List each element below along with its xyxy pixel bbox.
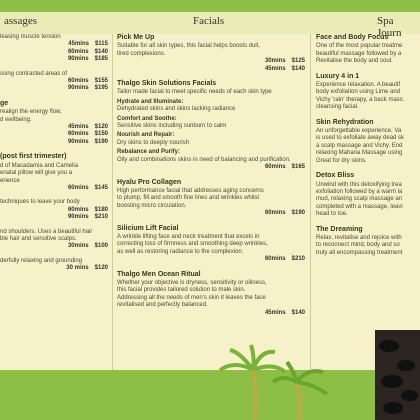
spa-journeys-heading: Spa Journ <box>377 15 402 39</box>
price: $140 <box>291 309 305 316</box>
treatment-item <box>117 179 305 218</box>
duration: 60mins <box>264 164 286 171</box>
treatment-item <box>117 80 305 171</box>
skin-type-description: Dry skins to deeply nourish <box>117 139 190 146</box>
treatment-item <box>316 172 420 218</box>
price: $150 <box>94 131 108 138</box>
price: $180 <box>94 206 108 213</box>
price-row <box>0 41 108 48</box>
treatment-description: Whether your objective is dryness, sensitivity or oiliness, <box>117 279 267 286</box>
price: $140 <box>94 48 108 55</box>
price-row <box>0 185 108 192</box>
duration: 90mins <box>67 85 89 92</box>
treatment-description: head to toe. <box>316 211 348 218</box>
treatment-description: A wrinkle lifting face and neck treatment that excels in <box>117 233 260 240</box>
duration: 90mins <box>67 214 89 221</box>
price-row <box>0 78 108 85</box>
treatment-title: Face and Body Focus <box>316 34 389 41</box>
price-row <box>117 66 305 73</box>
treatment-description: ble hair and sensitive scalps. <box>0 235 77 242</box>
duration: 45mins <box>68 41 89 48</box>
price-row <box>117 164 305 171</box>
treatment-description: derfully relaxing and grounding <box>0 257 83 264</box>
duration: 60mins <box>67 184 89 191</box>
facials-column <box>117 34 305 324</box>
treatment-description: Revitalise the body and soul. <box>316 58 393 65</box>
treatment-item <box>0 199 108 221</box>
treatment-description: erience <box>0 177 20 184</box>
price-row <box>117 58 305 65</box>
price: $165 <box>291 164 305 171</box>
price: $125 <box>291 58 305 65</box>
duration: 60mins <box>67 206 89 213</box>
treatment-description: enatal pillow will give you a <box>0 170 73 177</box>
price: $185 <box>94 56 108 63</box>
skin-type-description: Oily and combinations skins in need of balancing and purification. <box>117 156 291 163</box>
price-row <box>0 214 108 221</box>
price: $210 <box>291 256 305 263</box>
treatment-title: Thalgo Skin Solutions Facials <box>117 80 217 88</box>
treatment-description: this facial provides tailored solution to male skin. <box>117 287 246 294</box>
treatment-item <box>117 271 305 317</box>
treatment-description: to reconnect mind, body and so <box>316 242 400 249</box>
price: $120 <box>94 265 108 272</box>
treatment-title: Skin Rehydration <box>316 118 374 126</box>
duration: 60mins <box>67 48 89 55</box>
price: $145 <box>94 184 108 191</box>
price-row <box>0 243 108 250</box>
treatment-description: Tailor made facial to meet specific needs of each skin type <box>117 89 272 96</box>
massages-heading: assages <box>4 15 37 27</box>
treatment-item <box>0 100 108 146</box>
bottom-color-band <box>0 370 420 420</box>
treatment-description: Addressing all the needs of men's skin it leaves the face <box>117 294 266 301</box>
duration: 30mins <box>264 58 286 65</box>
treatment-item <box>0 229 108 251</box>
palm-trees-illustration <box>215 340 335 420</box>
duration: 90mins <box>67 138 89 145</box>
skin-type-label: Nourish and Repair: <box>117 132 175 139</box>
treatment-description: Suitable for all skin types, this facial helps boosts dull, <box>117 43 260 50</box>
price: $190 <box>291 210 305 217</box>
treatment-description: boosting micro circulation. <box>117 202 187 209</box>
skin-type-description: Dehydrated skins and skins lacking radiance <box>117 106 236 113</box>
price: $155 <box>94 78 108 85</box>
treatment-item <box>316 119 420 165</box>
price: $120 <box>94 124 108 131</box>
treatment-description: Great for dry skins. <box>316 157 367 164</box>
treatment-description: tired complexions. <box>117 50 166 57</box>
treatment-description: body exfoliation using Lime and <box>316 89 401 96</box>
treatment-description: techniques to leave your body <box>0 199 80 206</box>
treatment-item <box>117 225 305 264</box>
treatment-description: leasing muscle tension <box>0 34 61 40</box>
treatment-description: One of the most popular treatme <box>316 43 403 50</box>
treatment-description: High performance facial that addresses aging concerns <box>117 187 264 194</box>
treatment-description: beautiful massage followed by a <box>316 50 402 57</box>
treatment-title: Thalgo Men Ocean Ritual <box>117 270 201 278</box>
hot-stones-photo <box>375 330 420 420</box>
treatment-description: revitalised and perfectly balanced. <box>117 302 208 309</box>
treatment-description: Relax, revitalise and rejoice with <box>316 234 402 241</box>
duration: 60mins <box>67 131 89 138</box>
skin-type-description: Sensitive skins including sunburn to calm <box>117 123 227 130</box>
treatment-description: ssing contracted areas of <box>0 70 68 77</box>
treatment-item <box>0 71 108 93</box>
price: $210 <box>94 214 108 221</box>
treatment-title: Detox Bliss <box>316 172 355 180</box>
treatment-description: nd shoulders. Uses a beautiful hair <box>0 228 93 235</box>
skin-type-label: Rebalance and Purify: <box>117 149 181 156</box>
skin-type-label: Hydrate and Illuminate: <box>117 98 184 105</box>
treatment-description: to plump, fill and smooth fine lines and wrinkles whilst <box>117 195 260 202</box>
treatment-title: Luxury 4 in 1 <box>316 72 360 80</box>
treatment-description: d wellbeing. <box>0 116 32 123</box>
treatment-item <box>316 226 420 258</box>
duration: 45mins <box>67 124 89 131</box>
treatment-description: as well as restoring radiance to the complexion. <box>117 248 244 255</box>
price: $140 <box>291 65 305 72</box>
treatment-item <box>316 73 420 112</box>
price-row <box>117 256 305 263</box>
treatment-item <box>0 153 108 192</box>
column-divider <box>310 34 311 370</box>
treatment-title: Hyalu Pro Collagen <box>117 178 182 186</box>
treatment-description: Experience relaxation. A beautif <box>316 82 401 89</box>
treatment-title: Silicium Lift Facial <box>117 224 179 232</box>
treatment-item <box>0 258 108 273</box>
treatment-description: mud, relaxing scalp massage an <box>316 196 403 203</box>
duration: 90mins <box>67 56 89 63</box>
duration: 30 mins <box>66 265 89 272</box>
facials-heading: Facials <box>193 15 225 27</box>
price: $195 <box>94 85 108 92</box>
price-row <box>0 49 108 56</box>
price: $100 <box>94 243 108 250</box>
price-row <box>0 124 108 131</box>
price-row <box>0 207 108 214</box>
spa-journeys-column <box>316 34 420 264</box>
treatment-description: realign the energy flow, <box>0 109 62 116</box>
treatment-description: cleansing facial. <box>316 104 359 111</box>
treatment-item <box>117 34 305 73</box>
massages-column <box>0 34 108 280</box>
duration: 60mins <box>264 210 286 217</box>
treatment-description: Vichy 'rain' therapy, a back mass <box>316 96 403 103</box>
price-row <box>117 210 305 217</box>
column-divider <box>112 34 113 370</box>
treatment-description: An unforgettable experience. Va <box>316 128 402 135</box>
treatment-description: correcting loss of firmness and smoothing deep wrinkles, <box>117 241 268 248</box>
treatment-item <box>316 34 420 66</box>
treatment-description: completed with a massage, leavi <box>316 203 403 210</box>
treatment-description: exfoliation followed by a warm la <box>316 188 403 195</box>
skin-type-label: Comfort and Soothe: <box>117 115 177 122</box>
top-color-bar <box>0 0 420 12</box>
duration: 45mins <box>264 309 286 316</box>
treatment-title: Pick Me Up <box>117 34 155 41</box>
treatment-description: truly all encompassing treatment <box>316 249 403 256</box>
treatment-description: Unwind with this detoxifying trea <box>316 181 402 188</box>
treatment-title: ge <box>0 99 9 107</box>
price-row <box>117 310 305 317</box>
duration: 60mins <box>67 78 89 85</box>
price-row <box>0 85 108 92</box>
price: $115 <box>94 41 108 48</box>
price-row <box>0 56 108 63</box>
treatment-description: a scalp massage and Vichy. End <box>316 142 403 149</box>
treatment-description: is used to exfoliate away dead sk <box>316 135 405 142</box>
duration: 30mins <box>67 243 89 250</box>
treatment-item <box>0 34 108 64</box>
price-row <box>0 265 108 272</box>
price: $190 <box>94 138 108 145</box>
price-row <box>0 139 108 146</box>
treatment-description: relaxing Mahana Massage using <box>316 150 403 157</box>
treatment-description: d of Macadamia and Camelia <box>0 162 79 169</box>
duration: 45mins <box>264 65 286 72</box>
treatment-title: (post first trimester) <box>0 153 67 161</box>
duration: 60mins <box>264 256 286 263</box>
treatment-title: The Dreaming <box>316 225 363 233</box>
price-row <box>0 131 108 138</box>
